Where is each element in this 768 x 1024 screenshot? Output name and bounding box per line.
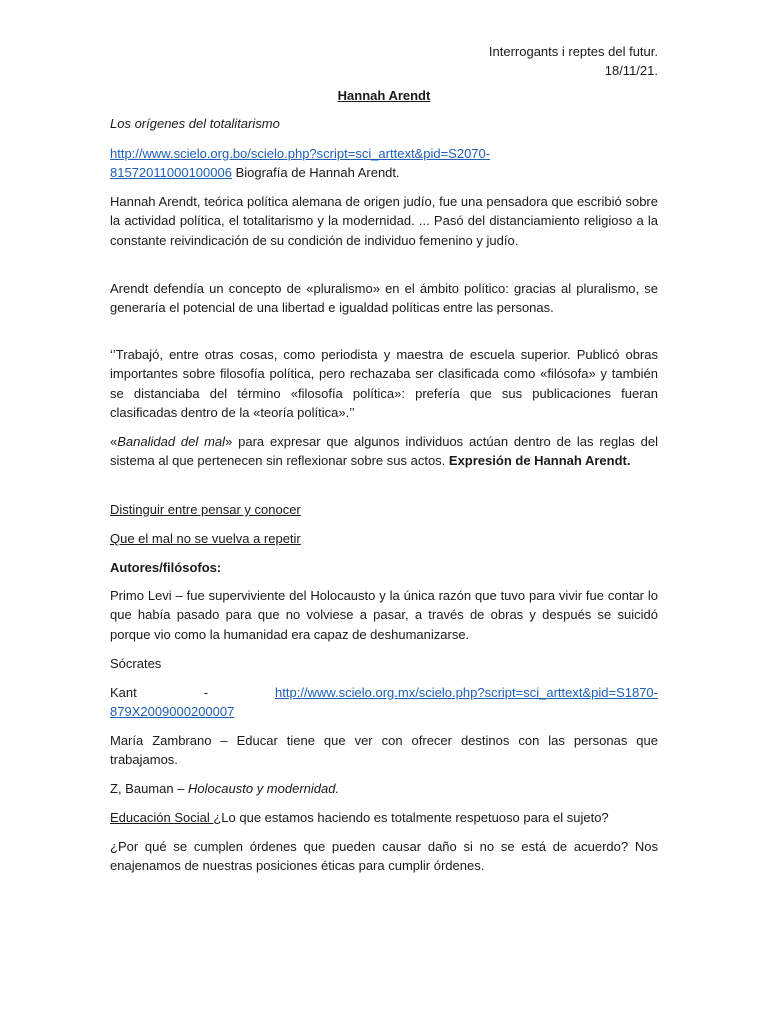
paragraph-biography: Hannah Arendt, teórica política alemana de origen judío, fue una pensadora que escribió sobre la actividad política, el totalitarismo y la modernidad. ... Pasó del distanciamiento religioso a la constante reivindicación de su condición de individuo femenino y judío. [110,194,658,248]
social-education-entry [110,808,658,827]
socrates-entry: Sócrates [110,656,162,671]
document-header [489,42,658,80]
kant-dash: - [203,685,209,700]
underlined-note-think-know: Distinguir entre pensar y conocer [110,502,301,517]
kant-name: Kant [110,685,137,700]
paragraph-banality: «Banalidad del mal» para expresar que algunos individuos actúan dentro de las reglas del sistema al que pertenecen sin reflexionar sobre sus actos. Expresión de Hannah Arendt. [110,434,658,469]
paragraph-orders: ¿Por qué se cumplen órdenes que pueden causar daño si no se está de acuerdo? Nos enajenamos de nuestras posiciones éticas para cumplir órdenes. [110,839,658,874]
paragraph-zambrano: María Zambrano – Educar tiene que ver con ofrecer destinos con las personas que trabajamos. [110,733,658,768]
subtitle: Los orígenes del totalitarismo [110,116,280,131]
paragraph-pluralism: Arendt defendía un concepto de «pluralismo» en el ámbito político: gracias al pluralismo, se generaría el potencial de una libertad e igualdad políticas entre las personas. [110,281,658,316]
banality-term: Banalidad del mal [117,434,226,449]
scielo-mx-link-cont[interactable]: 879X2009000200007 [110,704,235,720]
course-title: Interrogants i reptes del futur. [488,44,658,59]
document-date: 18/11/21. [604,63,658,78]
source-paragraph [110,144,658,183]
paragraph-quote: ‘’Trabajó, entre otras cosas, como periodista y maestra de escuela superior. Publicó obras importantes sobre filosofía política, pero rechazaba ser clasificada como «filósofa» y también se distanciaba del término «filosofía política»: prefería que sus publicaciones fueran clasificadas dentro de la «teoría política».’’ [110,347,658,421]
authors-heading: Autores/filósofos: [110,560,222,575]
underlined-note-evil: Que el mal no se vuelva a repetir [110,531,301,546]
source-caption: Biografía de Hannah Arendt. [231,165,400,181]
social-education-question: ¿Lo que estamos haciendo es totalmente respetuoso para el sujeto? [213,810,609,825]
page-title: Hannah Arendt [337,88,431,103]
expression-note: Expresión de Hannah Arendt. [448,453,631,469]
scielo-bo-link[interactable]: http://www.scielo.org.bo/scielo.php?script=sci_arttext&pid=S2070- 81572011000100006 [110,146,491,181]
scielo-mx-link[interactable]: http://www.scielo.org.mx/scielo.php?script=sci_arttext&pid=S1870- [275,685,658,700]
social-education-label: Educación Social [110,810,214,825]
paragraph-primo-levi: Primo Levi – fue superviviente del Holocausto y la única razón que tuvo para vivir fue contar lo que había pasado para que no volviese a pasar, a través de obras y después se suicidó porque vio como la humanidad era capaz de deshumanizarse. [110,588,658,642]
bauman-entry: Z, Bauman – Holocausto y modernidad. [110,781,340,796]
kant-entry [110,683,658,722]
bauman-book: Holocausto y modernidad. [188,781,340,796]
